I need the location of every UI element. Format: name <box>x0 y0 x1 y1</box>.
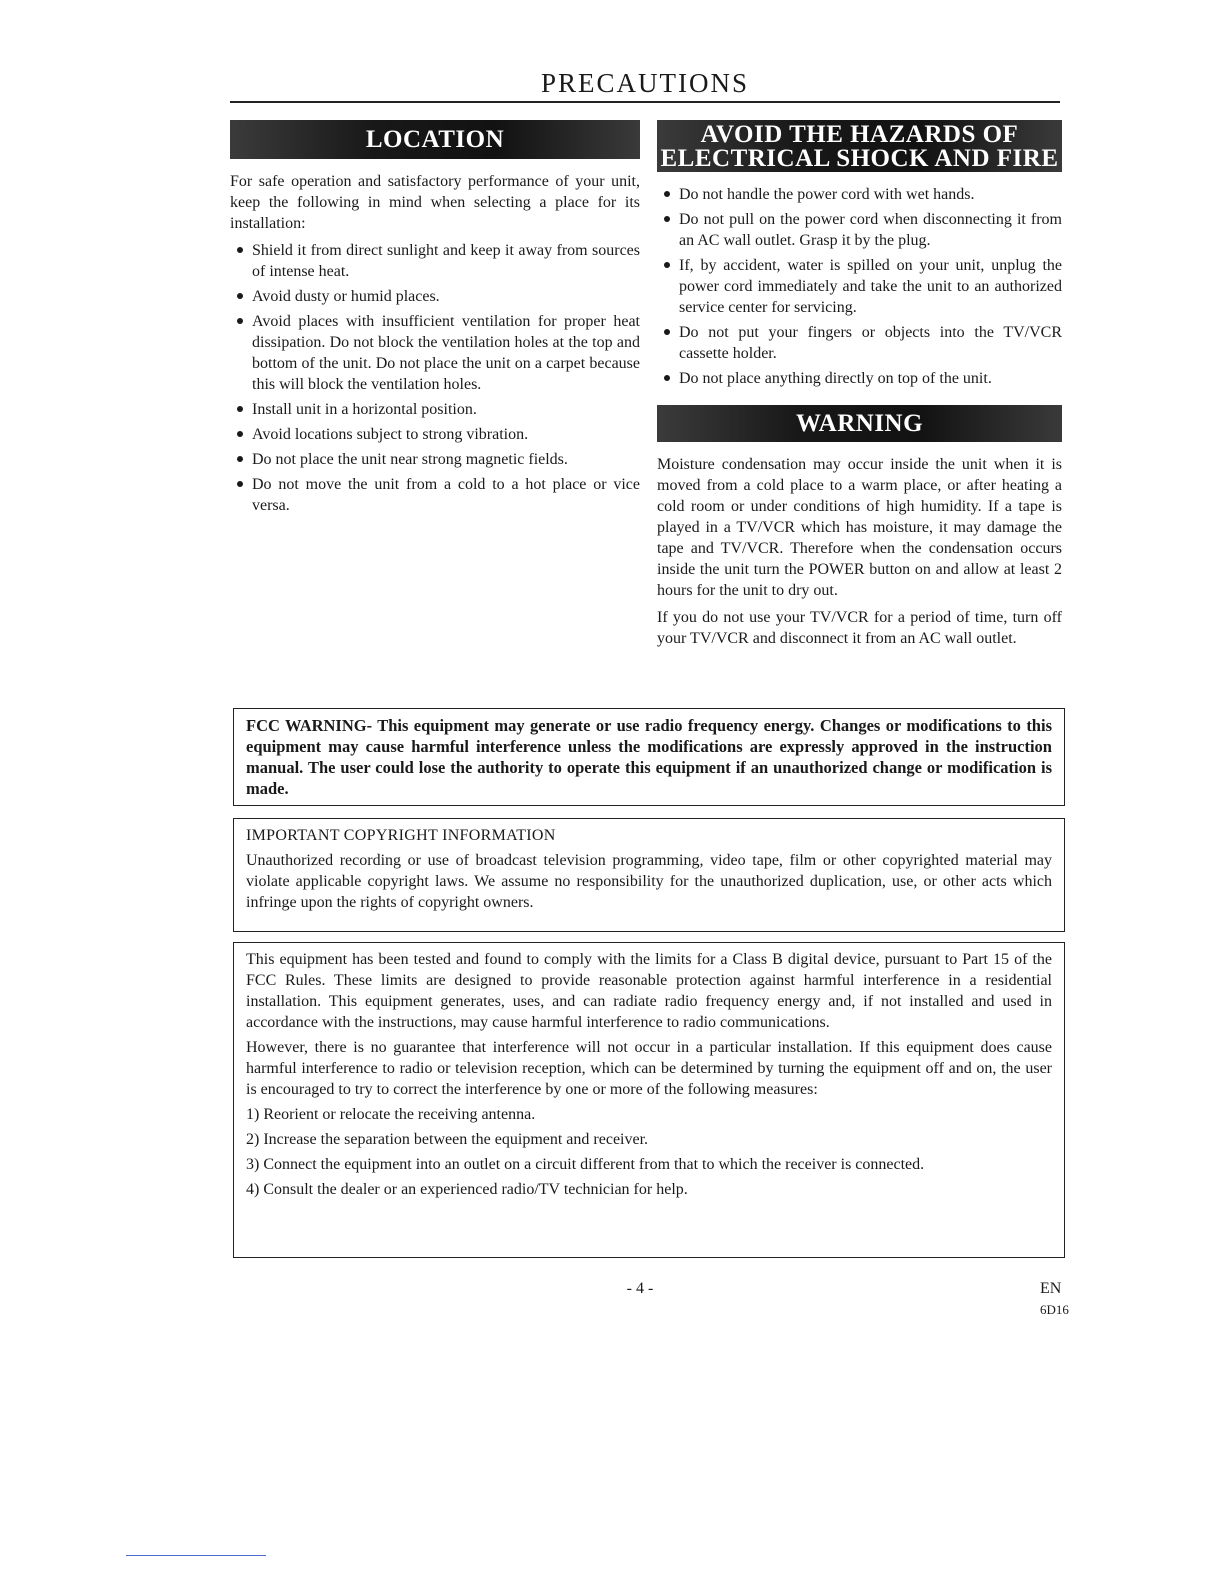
list-item: Do not place the unit near strong magnetic fields. <box>230 449 640 470</box>
hazards-section <box>657 120 1062 655</box>
list-item: Shield it from direct sunlight and keep it away from sources of intense heat. <box>230 240 640 282</box>
list-item: Do not move the unit from a cold to a hot place or vice versa. <box>230 474 640 516</box>
hazards-heading <box>657 120 1062 172</box>
list-item: Do not put your fingers or objects into the TV/VCR cassette holder. <box>657 322 1062 364</box>
warning-paragraph: If you do not use your TV/VCR for a period of time, turn off your TV/VCR and disconnect it from an AC wall outlet. <box>657 609 1062 647</box>
fcc-rules-paragraph: However, there is no guarantee that interference will not occur in a particular installation. If this equipment does cause harmful interference to radio or television reception, which can be determined by turning the equipment off and on, the user is encouraged to try to correct the interference by one or more of the following measures: <box>246 1039 1052 1098</box>
page-number: - 4 - <box>626 1280 654 1297</box>
hazards-list <box>657 184 1062 389</box>
copyright-title: IMPORTANT COPYRIGHT INFORMATION <box>246 827 556 844</box>
list-item: 1) Reorient or relocate the receiving antenna. <box>246 1106 536 1123</box>
fcc-warning-box <box>233 708 1065 806</box>
list-item: Avoid places with insufficient ventilation for proper heat dissipation. Do not block the ventilation holes at the top and bottom of the unit. Do not place the unit on a carpet because this will block the ventilation holes. <box>230 311 640 395</box>
location-list <box>230 240 640 516</box>
list-item: If, by accident, water is spilled on your unit, unplug the power cord immediately and take the unit to an authorized service center for servicing. <box>657 255 1062 318</box>
copyright-text: Unauthorized recording or use of broadcast television programming, video tape, film or other copyrighted material may violate applicable copyright laws. We assume no responsibility for the unauthorized duplication, use, or other acts which infringe upon the rights of copyright owners. <box>246 852 1052 911</box>
warning-paragraph: Moisture condensation may occur inside the unit when it is moved from a cold place to a warm place, or after heating a cold room or under conditions of high humidity. If a tape is played in a TV/VCR which has moisture, it may damage the tape and TV/VCR. Therefore when the condensation occurs inside the unit turn the POWER button on and allow at least 2 hours for the unit to dry out. <box>657 456 1062 599</box>
hazards-heading-line1: AVOID THE HAZARDS OF <box>700 121 1019 148</box>
list-item: Do not pull on the power cord when disconnecting it from an AC wall outlet. Grasp it by the plug. <box>657 209 1062 251</box>
list-item: Install unit in a horizontal position. <box>230 399 640 420</box>
list-item: Do not place anything directly on top of the unit. <box>657 368 1062 389</box>
location-intro: For safe operation and satisfactory performance of your unit, keep the following in mind when selecting a place for its installation: <box>230 173 640 232</box>
page-title: PRECAUTIONS <box>540 68 750 98</box>
warning-heading: WARNING <box>657 405 1062 442</box>
fcc-warning-text: FCC WARNING- This equipment may generate or use radio frequency energy. Changes or modifications to this equipment may cause harmful interference unless the modifications are expressly approved in the instruction manual. The user could lose the authority to operate this equipment if an unauthorized change or modification is made. <box>246 716 1052 798</box>
list-item: Do not handle the power cord with wet hands. <box>657 184 1062 205</box>
document-code: 6D16 <box>1040 1302 1069 1317</box>
list-item: Avoid dusty or humid places. <box>230 286 640 307</box>
hazards-heading-line2: ELECTRICAL SHOCK AND FIRE <box>660 145 1059 172</box>
fcc-rules-paragraph: This equipment has been tested and found to comply with the limits for a Class B digital device, pursuant to Part 15 of the FCC Rules. These limits are designed to provide reasonable protection against harmful interference in a residential installation. This equipment generates, uses, and can radiate radio frequency energy and, if not installed and used in accordance with the instructions, may cause harmful interference to radio communications. <box>246 951 1052 1031</box>
fcc-rules-box <box>233 942 1065 1258</box>
language-code: EN <box>1040 1280 1062 1297</box>
location-section <box>230 120 640 520</box>
list-item: 4) Consult the dealer or an experienced radio/TV technician for help. <box>246 1181 688 1198</box>
list-item: Avoid locations subject to strong vibration. <box>230 424 640 445</box>
list-item: 2) Increase the separation between the equipment and receiver. <box>246 1131 649 1148</box>
location-heading: LOCATION <box>230 120 640 159</box>
copyright-box <box>233 818 1065 932</box>
list-item: 3) Connect the equipment into an outlet on a circuit different from that to which the receiver is connected. <box>246 1156 925 1173</box>
title-divider <box>230 101 1060 103</box>
footer-divider <box>126 1555 266 1556</box>
